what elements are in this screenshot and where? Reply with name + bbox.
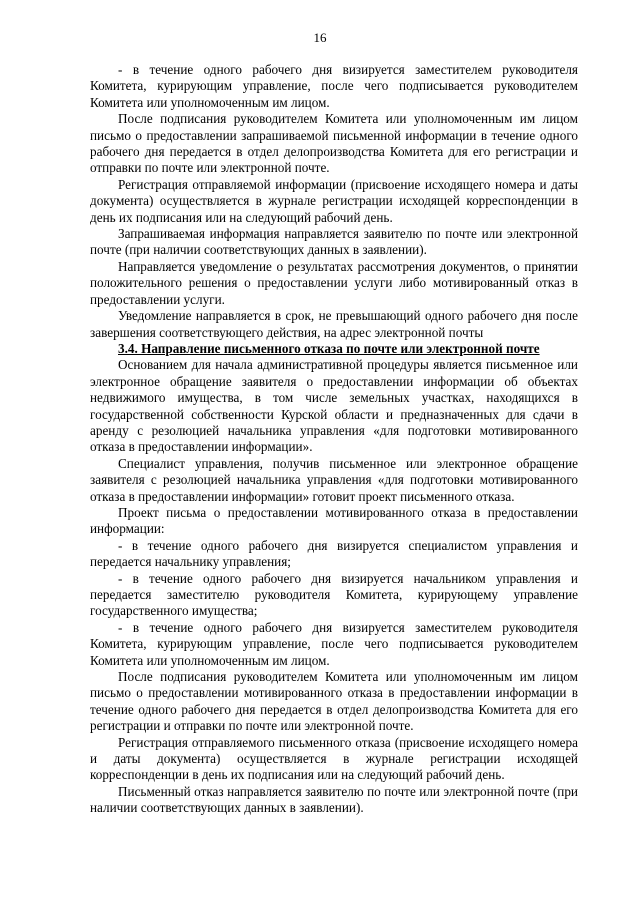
section-paragraph: Регистрация отправляемого письменного отказа (присвоение исходящего номера и даты документа) осуществляется в журнале регистрации исходящей корреспонденции в день их подписания или на следующий рабочий день.	[90, 734, 578, 783]
paragraph: Регистрация отправляемой информации (присвоение исходящего номера и даты документа) осуществляется в журнале регистрации исходящей корреспонденции в день их подписания или на следующий рабочий день.	[90, 176, 578, 225]
paragraph: После подписания руководителем Комитета или уполномоченным им лицом письмо о предоставлении запрашиваемой письменной информации в течение одного рабочего дня передается в отдел делопроизводства Комитета для его регистрации и отправки по почте или электронной почте.	[90, 111, 578, 176]
section-paragraph: Основанием для начала административной процедуры является письменное или электронное обращение заявителя о предоставлении информации об объектах недвижимого имущества, в том числе земельных участках, находящихся в государственной собственности Курской области и предназначенных для сдачи в аренду с резолюцией начальника управления «для подготовки мотивированного отказа в предоставлении информации».	[90, 357, 578, 455]
section-paragraph: Письменный отказ направляется заявителю по почте или электронной почте (при наличии соответствующих данных в заявлении).	[90, 783, 578, 816]
section-paragraph: - в течение одного рабочего дня визируется заместителем руководителя Комитета, курирующим управление, после чего подписывается руководителем Комитета или уполномоченным им лицом.	[90, 619, 578, 668]
page-number: 16	[313, 30, 327, 45]
section-paragraph: - в течение одного рабочего дня визируется начальником управления и передается заместителю руководителя Комитета, курирующему управление государственного имущества;	[90, 570, 578, 619]
paragraph: Направляется уведомление о результатах рассмотрения документов, о принятии положительного решения о предоставлении услуги либо мотивированный отказ в предоставлении услуги.	[90, 258, 578, 307]
section-paragraph: Проект письма о предоставлении мотивированного отказа в предоставлении информации:	[90, 504, 578, 537]
paragraph: - в течение одного рабочего дня визируется заместителем руководителя Комитета, курирующим управление, после чего подписывается руководителем Комитета или уполномоченным им лицом.	[90, 62, 578, 110]
document-body	[90, 62, 578, 817]
paragraph: Уведомление направляется в срок, не превышающий одного рабочего дня после завершения соответствующего действия, на адрес электронной почты	[90, 308, 578, 340]
section-paragraph: - в течение одного рабочего дня визируется специалистом управления и передается начальнику управления;	[90, 537, 578, 570]
paragraph: Запрашиваемая информация направляется заявителю по почте или электронной почте (при наличии соответствующих данных в заявлении).	[90, 226, 578, 258]
section-paragraph: После подписания руководителем Комитета или уполномоченным им лицом письмо о предоставлении мотивированного отказа в предоставлении информации в течение одного рабочего дня передается в отдел делопроизводства Комитета для его регистрации и отправки по почте или электронной почте.	[90, 669, 578, 734]
section-paragraph: Специалист управления, получив письменное или электронное обращение заявителя с резолюцией начальника управления «для подготовки мотивированного отказа в предоставлении информации» готовит проект письменного отказа.	[90, 455, 578, 504]
section-heading: 3.4. Направление письменного отказа по почте или электронной почте	[118, 340, 540, 356]
